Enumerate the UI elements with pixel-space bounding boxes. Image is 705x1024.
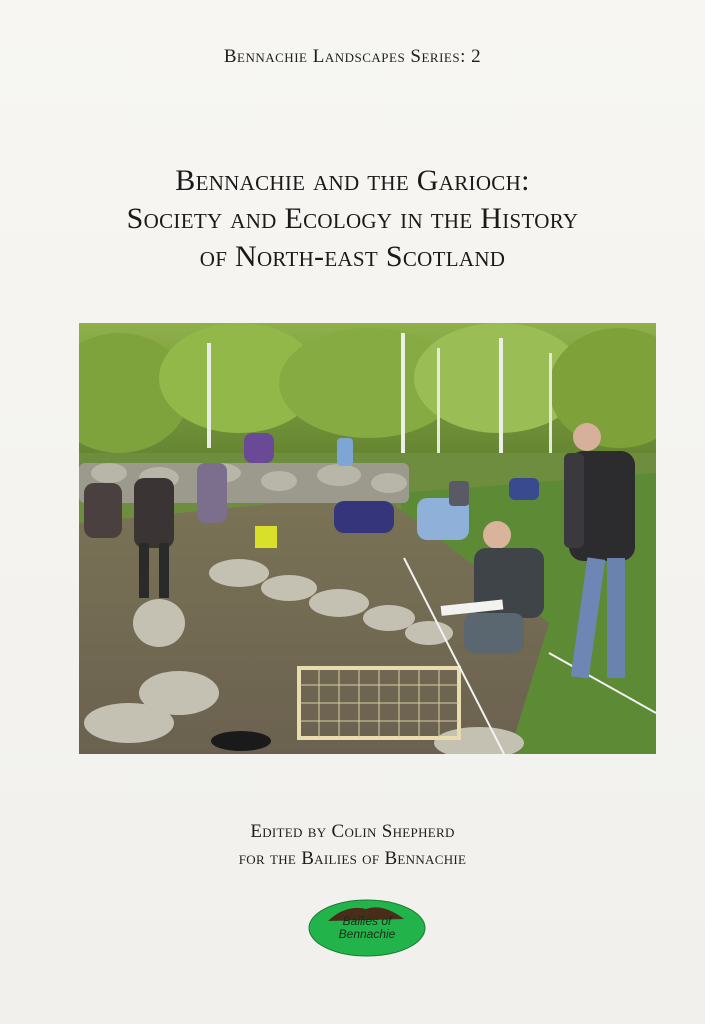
publisher-line: for the Bailies of Bennachie — [238, 848, 467, 869]
cover-photo — [79, 323, 656, 754]
title-line-2: Society and Ecology in the History — [126, 202, 579, 235]
logo-text — [308, 915, 426, 941]
book-title — [0, 162, 705, 276]
logo-line-2: Bennachie — [338, 927, 396, 941]
series-line: Bennachie Landscapes Series: 2 — [223, 46, 482, 67]
bailies-logo — [308, 899, 426, 957]
title-line-1: Bennachie and the Garioch: — [175, 164, 530, 197]
title-line-3: of North-east Scotland — [199, 240, 506, 273]
credits — [0, 818, 705, 872]
excavation-scene-illustration — [79, 323, 656, 754]
editor-line: Edited by Colin Shepherd — [250, 821, 455, 842]
logo-line-1: Bailies of — [342, 914, 392, 928]
